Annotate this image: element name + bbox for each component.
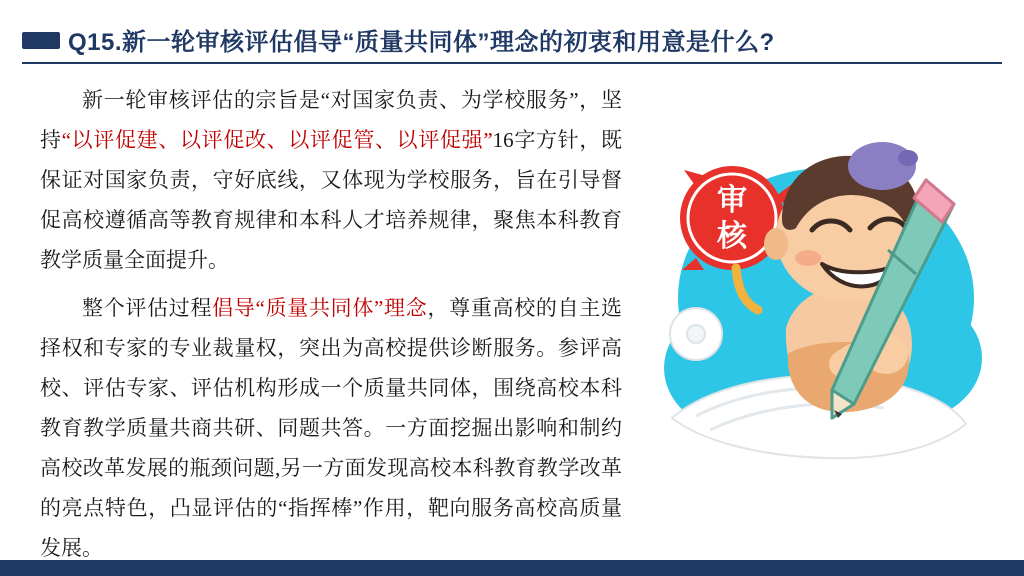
illustration [636,118,1004,470]
paragraph-2-segment-2: ，尊重高校的自主选择权和专家的专业裁量权，突出为高校提供诊断服务。参评高校、评估专家、评估机构形成一个质量共同体，围绕高校本科教育教学质量共商共研、同题共答。一方面挖掘出影响和制约高校改革发展的瓶颈问题,另一方面发现高校本科教育教学改革的亮点特色，凸显评估的“指挥棒”作用，靶向服务高校高质量发展。 [40,296,623,560]
review-sign-text-2: 核 [717,220,747,253]
footer-bar [0,560,1024,576]
paragraph-1-highlight: “以评促建、以评促改、以评促管、以评促强” [61,128,493,152]
review-sign-text-1: 审 [717,184,747,217]
paragraph-2 [40,288,622,568]
paragraph-1-segment-1: 新一轮审核评估的宗旨是“对国家负责、为学校服务”，坚持 [40,88,622,152]
header-divider [22,62,1002,64]
paragraph-1 [40,80,622,280]
paragraph-2-highlight: 倡导“质量共同体”理念 [212,296,428,320]
header-accent-bar [22,32,60,49]
paragraph-2-segment-1: 整个评估过程 [82,296,213,320]
page-header [0,22,1024,62]
paper-roll [670,308,722,360]
paragraph-1-segment-2: 16字方针，既保证对国家负责，守好底线，又体现为学校服务，旨在引导督促高校遵循高等教育规律和本科人才培养规律，聚焦本科教育教学质量全面提升。 [40,128,623,272]
content-body [40,80,622,570]
page-title: Q15.新一轮审核评估倡导“质量共同体”理念的初衷和用意是什么? [68,29,775,56]
